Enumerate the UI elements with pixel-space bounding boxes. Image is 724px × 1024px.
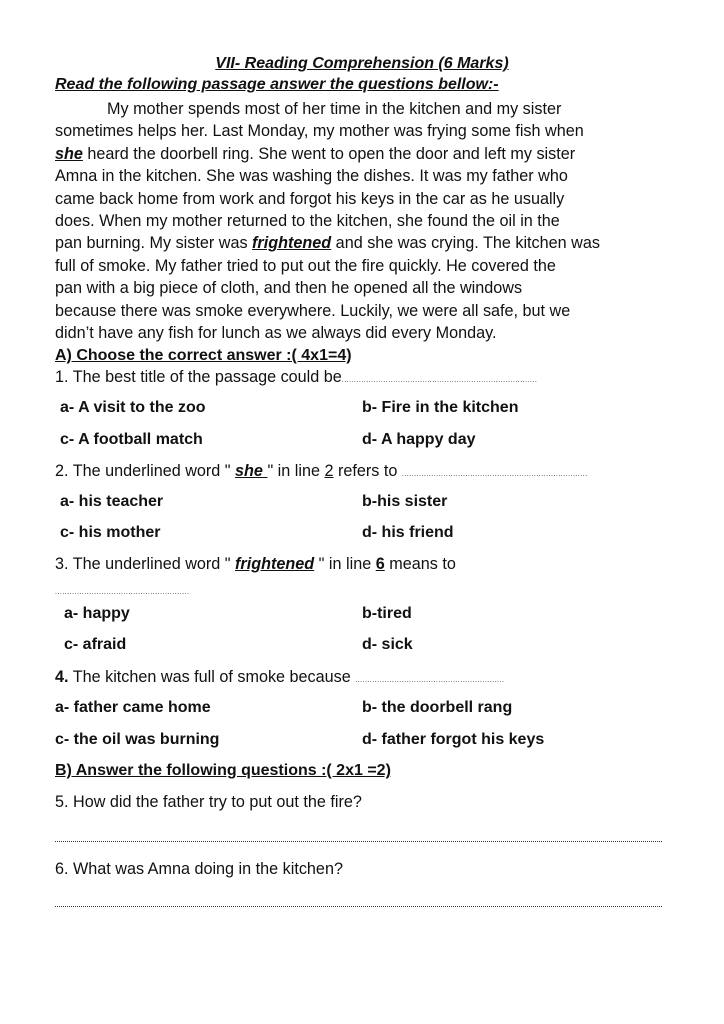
- q4-option-b[interactable]: b- the doorbell rang: [362, 699, 513, 716]
- passage-line: she heard the doorbell ring. She went to open the door and left my sister: [55, 144, 576, 163]
- question-5: 5. How did the father try to put out the fire?: [55, 793, 362, 811]
- q4-option-c[interactable]: c- the oil was burning: [55, 731, 220, 748]
- question-3: 3. The underlined word " frightened " in line 6 means to: [55, 555, 456, 573]
- underlined-word-frightened: frightened: [252, 234, 332, 253]
- passage-line: pan burning. My sister was frightened and she was crying. The kitchen was: [55, 234, 600, 253]
- passage-line: sometimes helps her. Last Monday, my mother was frying some fish when: [55, 122, 584, 141]
- q5-answer-line[interactable]: [55, 841, 662, 842]
- q3-option-d[interactable]: d- sick: [362, 636, 413, 653]
- q2-option-a[interactable]: a- his teacher: [60, 493, 164, 510]
- passage-line: full of smoke. My father tried to put out the fire quickly. He covered the: [55, 256, 556, 275]
- q2-option-d[interactable]: d- his friend: [362, 524, 454, 541]
- underlined-word-she: she: [55, 144, 83, 163]
- question-2: 2. The underlined word " she " in line 2 refers to ............................................................................: [55, 462, 588, 480]
- passage-line: My mother spends most of her time in the kitchen and my sister: [107, 100, 562, 118]
- passage-line: came back home from work and forgot his keys in the car as he usually: [55, 189, 565, 208]
- q1-option-b[interactable]: b- Fire in the kitchen: [362, 399, 519, 416]
- q4-option-a[interactable]: a- father came home: [55, 699, 211, 716]
- q6-answer-line[interactable]: [55, 906, 662, 907]
- passage-line: didn’t have any fish for lunch as we always did every Monday.: [55, 323, 497, 342]
- page-title: VII- Reading Comprehension (6 Marks): [215, 55, 509, 72]
- question-4: 4. The kitchen was full of smoke because .............................................................: [55, 668, 505, 686]
- q3-option-b[interactable]: b-tired: [362, 605, 412, 622]
- reading-passage: [55, 98, 670, 344]
- q4-option-d[interactable]: d- father forgot his keys: [362, 731, 545, 748]
- passage-line: because there was smoke everywhere. Luckily, we were all safe, but we: [55, 301, 571, 320]
- q3-dotted-blank[interactable]: .......................................................: [55, 589, 190, 596]
- passage-line: Amna in the kitchen. She was washing the dishes. It was my father who: [55, 167, 568, 186]
- q3-option-a[interactable]: a- happy: [64, 605, 130, 622]
- q2-option-c[interactable]: c- his mother: [60, 524, 161, 541]
- section-a-heading: A) Choose the correct answer :( 4x1=4): [55, 347, 352, 364]
- q1-option-a[interactable]: a- A visit to the zoo: [60, 399, 206, 416]
- q1-option-c[interactable]: c- A football match: [60, 431, 203, 448]
- question-6: 6. What was Amna doing in the kitchen?: [55, 860, 343, 878]
- section-b-heading: B) Answer the following questions :( 2x1 =2): [55, 762, 391, 779]
- q3-option-c[interactable]: c- afraid: [64, 636, 127, 653]
- q1-option-d[interactable]: d- A happy day: [362, 431, 476, 448]
- question-1: 1. The best title of the passage could be................................................................................: [55, 368, 538, 386]
- instruction: Read the following passage answer the questions bellow:-: [55, 76, 499, 93]
- passage-line: pan with a big piece of cloth, and then he opened all the windows: [55, 279, 523, 298]
- passage-line: does. When my mother returned to the kitchen, she found the oil in the: [55, 211, 560, 230]
- q2-option-b[interactable]: b-his sister: [362, 493, 448, 510]
